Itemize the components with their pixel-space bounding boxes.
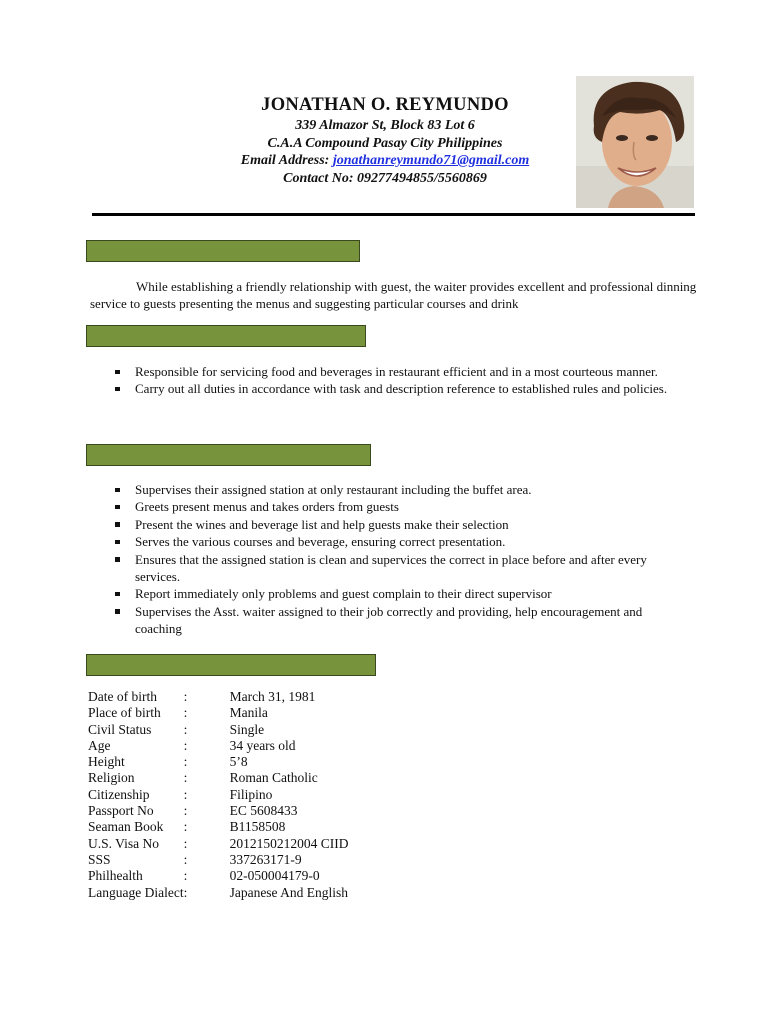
table-row: Passport No : EC 5608433 bbox=[88, 803, 298, 819]
table-row: Philhealth : 02-050004179-0 bbox=[88, 868, 320, 884]
profile-photo bbox=[576, 76, 694, 208]
objective-paragraph bbox=[90, 278, 700, 312]
bullet-icon bbox=[115, 505, 120, 510]
email-line bbox=[160, 152, 610, 170]
list-item: Responsible for servicing food and beverages in restaurant efficient and in a most courteous manner. bbox=[86, 363, 686, 380]
bullet-icon bbox=[115, 488, 120, 493]
table-row: Place of birth : Manila bbox=[88, 705, 268, 721]
section-bar-objective bbox=[86, 240, 360, 262]
address-line-1: 339 Almazor St, Block 83 Lot 6 bbox=[295, 118, 475, 133]
section-bar-personal-info bbox=[86, 654, 376, 676]
table-row: Religion : Roman Catholic bbox=[88, 770, 318, 786]
list-item: Serves the various courses and beverage, ensuring correct presentation. bbox=[86, 533, 686, 550]
table-row: Citizenship : Filipino bbox=[88, 786, 273, 802]
section-bar-duties bbox=[86, 444, 371, 466]
portrait-image bbox=[576, 76, 694, 208]
table-row: Date of birth : March 31, 1981 bbox=[88, 689, 316, 704]
table-row: U.S. Visa No : 2012150212004 CIID bbox=[88, 835, 349, 851]
list-item: Supervises the Asst. waiter assigned to their job correctly and providing, help encouragement and coaching bbox=[86, 603, 686, 638]
table-row: Height : 5’8 bbox=[88, 754, 248, 770]
list-item: Supervises their assigned station at only restaurant including the buffet area. bbox=[86, 481, 686, 498]
list-item: Ensures that the assigned station is clean and supervices the correct in place before and after every services. bbox=[86, 551, 686, 586]
bullet-icon bbox=[115, 609, 120, 614]
table-row: Civil Status : Single bbox=[88, 721, 265, 737]
bullet-icon bbox=[115, 592, 120, 597]
bullet-icon bbox=[115, 370, 120, 375]
list-item: Report immediately only problems and guest complain to their direct supervisor bbox=[86, 585, 686, 602]
list-item: Greets present menus and takes orders from guests bbox=[86, 498, 686, 515]
applicant-name: JONATHAN O. REYMUNDO bbox=[261, 95, 509, 115]
bullet-icon bbox=[115, 540, 120, 545]
address-line-2: C.A.A Compound Pasay City Philippines bbox=[267, 135, 503, 151]
table-row: SSS : 337263171-9 bbox=[88, 851, 302, 867]
bullet-icon bbox=[115, 387, 120, 392]
list-item: Present the wines and beverage list and help guests make their selection bbox=[86, 516, 686, 533]
duties-list bbox=[86, 481, 686, 638]
objective-text: While establishing a friendly relationship with guest, the waiter provides excellent and professional dinning service to guests presenting the menus and suggesting particular courses and drink bbox=[90, 279, 697, 311]
resume-header bbox=[160, 94, 610, 187]
table-row: Age : 34 years old bbox=[88, 737, 296, 753]
contact-number: Contact No: 09277494855/5560869 bbox=[283, 170, 487, 186]
header-divider bbox=[92, 213, 695, 216]
table-row: Seaman Book : B1158508 bbox=[88, 819, 286, 835]
responsibilities-list bbox=[86, 363, 686, 398]
bullet-icon bbox=[115, 557, 120, 562]
list-item: Carry out all duties in accordance with task and description reference to established rules and policies. bbox=[86, 380, 686, 397]
email-link[interactable]: jonathanreymundo71@gmail.com bbox=[332, 153, 530, 168]
table-row: Language Dialect : Japanese And English bbox=[88, 884, 349, 900]
email-label: Email Address: bbox=[240, 153, 330, 168]
section-bar-responsibilities bbox=[86, 325, 366, 347]
bullet-icon bbox=[115, 522, 120, 527]
personal-info-table bbox=[88, 689, 348, 901]
